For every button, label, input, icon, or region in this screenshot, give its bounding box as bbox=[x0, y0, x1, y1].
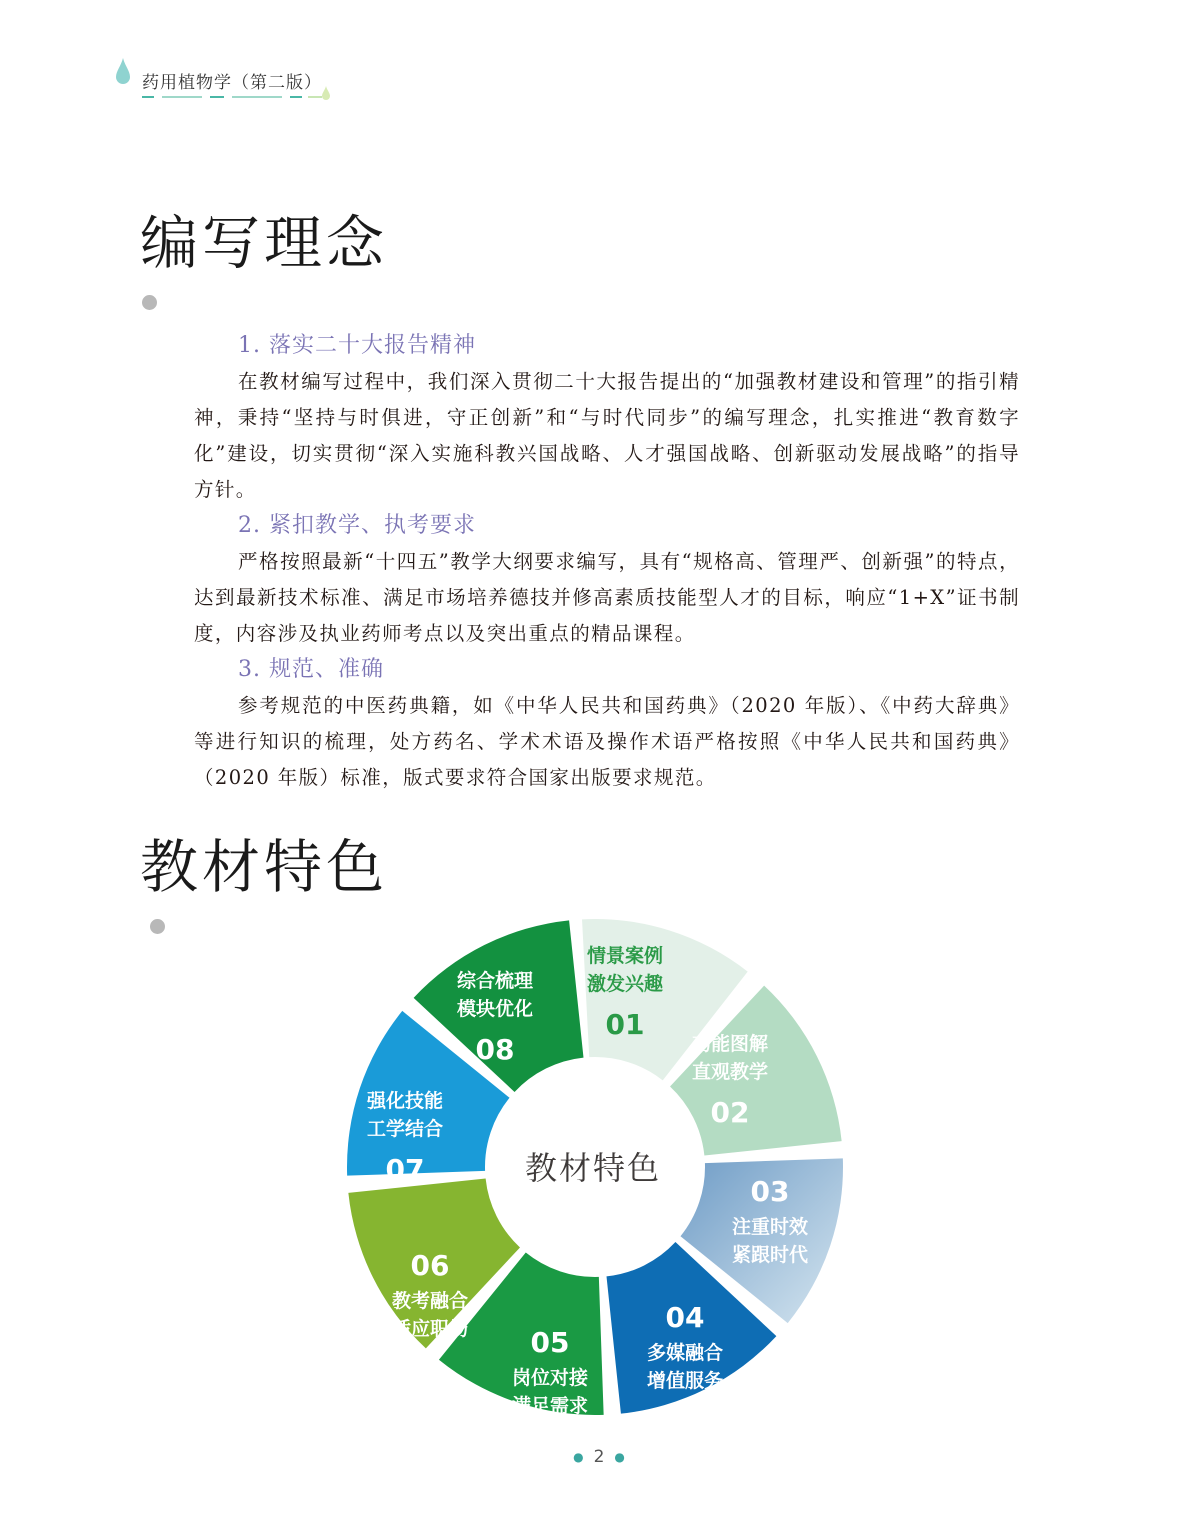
item-heading: 1. 落实二十大报告精神 bbox=[238, 333, 476, 358]
segment-line2: 满足需求 bbox=[511, 1395, 589, 1417]
segment-line2: 增值服务 bbox=[646, 1370, 724, 1392]
header-dashed-rule bbox=[142, 94, 322, 100]
water-drop-icon bbox=[116, 58, 130, 84]
segment-line2: 直观教学 bbox=[691, 1061, 769, 1083]
segment-number: 08 bbox=[475, 1033, 515, 1066]
features-wheel-graphic bbox=[330, 905, 860, 1435]
philosophy-content bbox=[194, 328, 1020, 796]
segment-line2: 适应职场 bbox=[391, 1318, 469, 1340]
segment-number: 05 bbox=[530, 1326, 570, 1359]
segment-line1: 岗位对接 bbox=[511, 1367, 589, 1389]
features-wheel bbox=[330, 905, 860, 1435]
segment-number: 07 bbox=[385, 1153, 425, 1186]
segment-line1: 综合梳理 bbox=[456, 970, 534, 992]
page-number-value: 2 bbox=[593, 1447, 605, 1467]
segment-line1: 功能图解 bbox=[691, 1033, 769, 1055]
page-dot-right: ● bbox=[614, 1450, 625, 1464]
wheel-center-label: 教材特色 bbox=[524, 1149, 662, 1187]
segment-number: 04 bbox=[665, 1301, 705, 1334]
segment-line1: 教考融合 bbox=[391, 1290, 469, 1312]
bullet-dot bbox=[142, 295, 157, 310]
segment-line2: 工学结合 bbox=[366, 1118, 444, 1140]
segment-line2: 激发兴趣 bbox=[586, 973, 664, 995]
section-title-features: 教材特色 bbox=[140, 833, 389, 901]
segment-line1: 情景案例 bbox=[586, 945, 664, 967]
segment-line2: 模块优化 bbox=[456, 998, 534, 1020]
segment-line2: 紧跟时代 bbox=[731, 1244, 809, 1266]
small-drop-icon bbox=[322, 86, 330, 100]
page-number bbox=[0, 1447, 1198, 1467]
segment-line1: 多媒融合 bbox=[646, 1342, 724, 1364]
running-header bbox=[112, 52, 352, 112]
book-title: 药用植物学（第二版） bbox=[142, 73, 322, 93]
item-heading: 2. 紧扣教学、执考要求 bbox=[238, 513, 476, 538]
bullet-dot bbox=[150, 919, 165, 934]
segment-line1: 注重时效 bbox=[731, 1216, 809, 1238]
segment-number: 02 bbox=[710, 1096, 750, 1129]
page-dot-left: ● bbox=[573, 1450, 584, 1464]
item-heading: 3. 规范、准确 bbox=[238, 657, 384, 682]
item-paragraph: 参考规范的中医药典籍，如《中华人民共和国药典》（2020 年版）、《中药大辞典》等进行知识的梳理，处方药名、学术术语及操作术语严格按照《中华人民共和国药典》（2020 年版）标准，版式要求符合国家出版要求规范。 bbox=[194, 694, 1020, 789]
item-paragraph: 在教材编写过程中，我们深入贯彻二十大报告提出的“加强教材建设和管理”的指引精神，秉持“坚持与时俱进，守正创新”和“与时代同步”的编写理念，扎实推进“教育数字化”建设，切实贯彻“深入实施科教兴国战略、人才强国战略、创新驱动发展战略”的指导方针。 bbox=[194, 370, 1020, 501]
segment-number: 06 bbox=[410, 1249, 450, 1282]
item-paragraph: 严格按照最新“十四五”教学大纲要求编写，具有“规格高、管理严、创新强”的特点，达到最新技术标准、满足市场培养德技并修高素质技能型人才的目标，响应“1+X”证书制度，内容涉及执业药师考点以及突出重点的精品课程。 bbox=[194, 550, 1020, 645]
segment-line1: 强化技能 bbox=[366, 1090, 444, 1112]
section-title-philosophy: 编写理念 bbox=[140, 209, 389, 277]
segment-number: 03 bbox=[750, 1175, 790, 1208]
segment-number: 01 bbox=[605, 1008, 645, 1041]
